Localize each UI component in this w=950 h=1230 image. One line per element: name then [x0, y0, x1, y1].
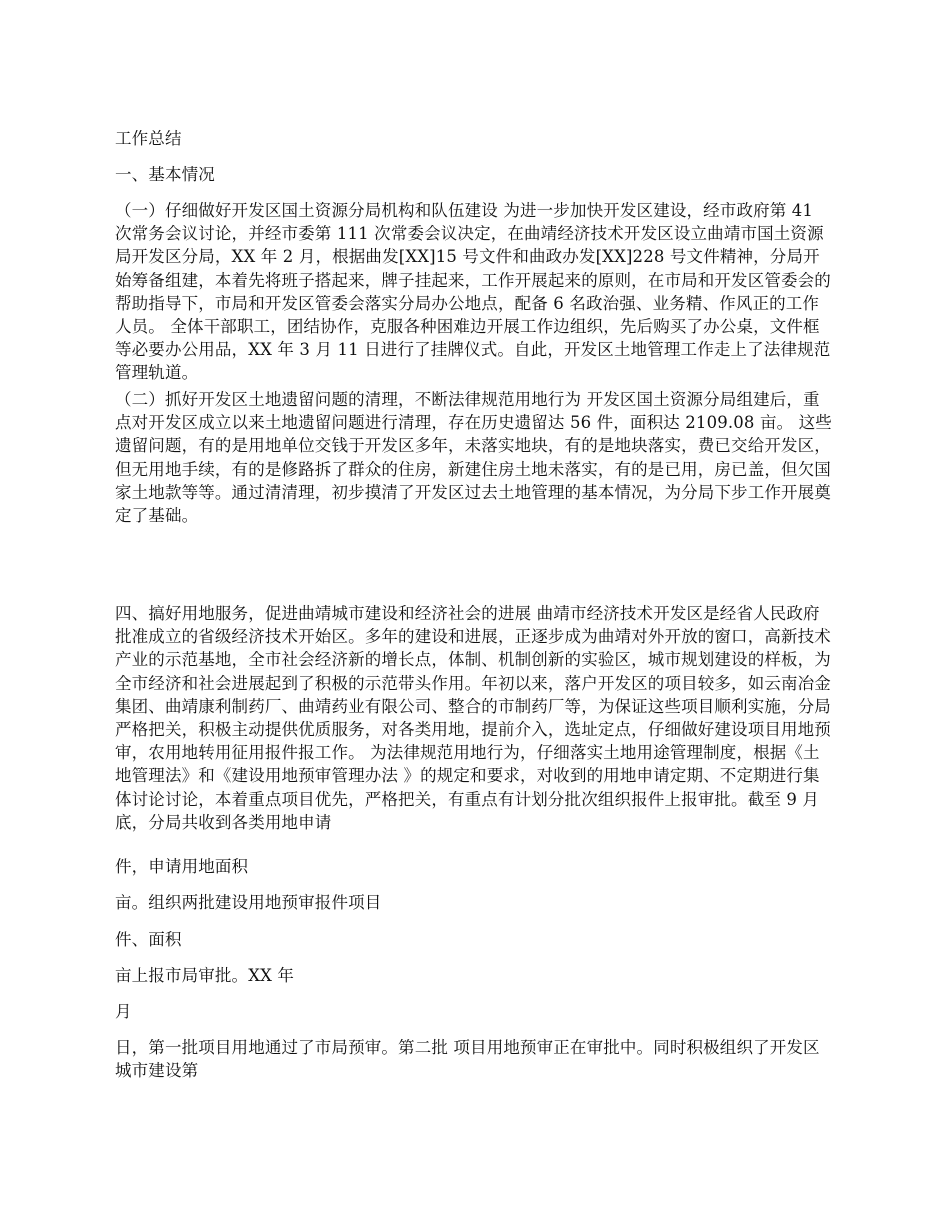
paragraph-fragment: 亩上报市局审批。XX 年: [115, 966, 295, 985]
paragraph-fragment: 件，申请用地面积: [115, 857, 249, 876]
paragraph-first-batch-approval: 日，第一批项目用地通过了市局预审。第二批 项目用地预审正在审批中。同时积极组织了开发区城市建设第: [115, 1038, 820, 1081]
paragraph-fragment: 亩。组织两批建设用地预审报件项目: [115, 893, 382, 912]
paragraph-fragment: 月: [115, 1002, 132, 1021]
document-title: 工作总结: [115, 129, 182, 148]
paragraph-land-use-service: 四、搞好用地服务，促进曲靖城市建设和经济社会的进展 曲靖市经济技术开发区是经省人民政府批准成立的省级经济技术开始区。多年的建设和进展，正逐步成为曲靖对外开放的窗口，高新技术产业的示范基地，全市社会经济新的增长点，体制、机制创新的实验区，城市规划建设的样板，为全市经济和社会进展起到了积极的示范带头作用。年初以来，落户开发区的项目较多，如云南冶金集团、曲靖康利制药厂、曲靖药业有限公司、整合的市制药厂等，为保证这些项目顺利实施，分局严格把关，积极主动提供优质服务，对各类用地，提前介入，选址定点，仔细做好建设项目用地预审，农用地转用征用报件报工作。 为法律规范用地行为，仔细落实土地用途管理制度，根据《土地管理法》和《建设用地预审管理办法 》的规定和要求，对收到的用地申请定期、不定期进行集体讨论讨论，本着重点项目优先，严格把关，有重点有计划分批次组织报件上报审批。截至 9 月底，分局共收到各类用地申请: [115, 604, 831, 832]
paragraph-organization-building: （一）仔细做好开发区国土资源分局机构和队伍建设 为进一步加快开发区建设，经市政府第 41 次常务会议讨论，并经市委第 111 次常委会议决定，在曲靖经济技术开发区设立曲靖市国土资源局开发区分局，XX 年 2 月，根据曲发[XX]15 号文件和曲政办发[XX]228 号文件精神，分局开始筹备组建，本着先将班子搭起来，牌子挂起来，工作开展起来的原则，在市局和开发区管委会的帮助指导下，市局和开发区管委会落实分局办公地点，配备 6 名政治强、业务精、作风正的工作人员。 全体干部职工，团结协作，克服各种困难边开展工作边组织，先后购买了办公桌，文件框等必要办公用品，XX 年 3 月 11 日进行了挂牌仪式。自此，开发区土地管理工作走上了法律规范管理轨道。: [115, 201, 831, 383]
section-heading-basic-situation: 一、基本情况: [115, 165, 215, 184]
paragraph-fragment: 件、面积: [115, 930, 182, 949]
paragraph-legacy-land-issues: （二）抓好开发区土地遗留问题的清理，不断法律规范用地行为 开发区国土资源分局组建后，重点对开发区成立以来土地遗留问题进行清理，存在历史遗留达 56 件，面积达 2109.08 亩。 这些遗留问题，有的是用地单位交钱于开发区多年，未落实地块，有的是地块落实，费已交给开发区，但无用地手续，有的是修路拆了群众的住房，新建住房土地未落实，有的是已用，房已盖，但欠国家土地款等等。通过清清理，初步摸清了开发区过去土地管理的基本情况，为分局下步工作开展奠定了基础。: [115, 390, 832, 526]
